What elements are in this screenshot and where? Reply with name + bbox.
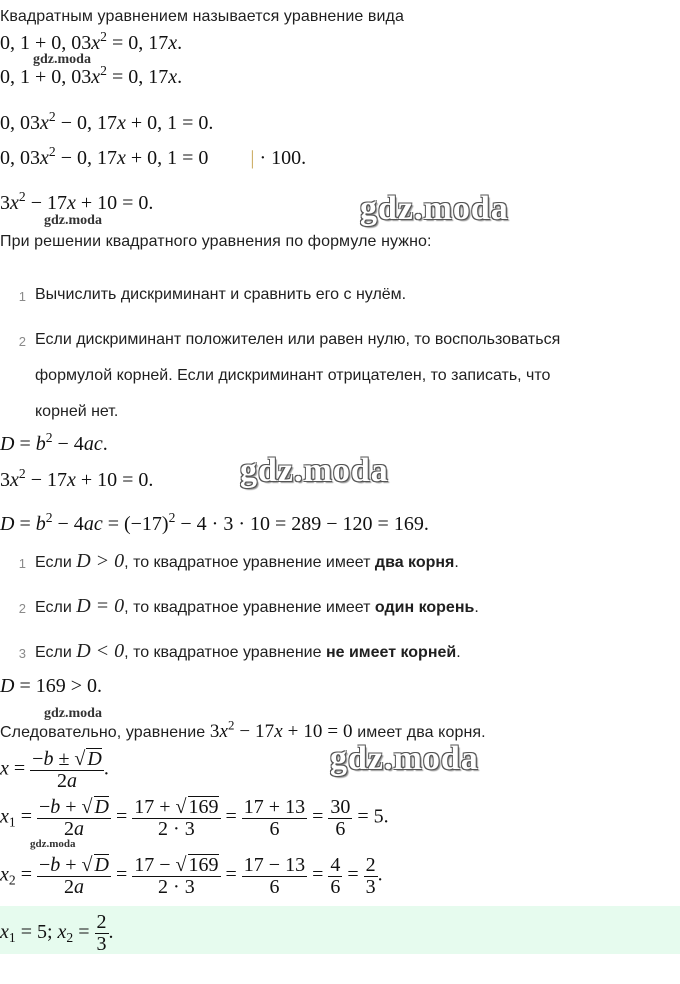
conclusion: Следовательно, уравнение $3x^2 - 17x + 10 = 0$ имеет два корня. [0,717,486,742]
watermark: gdz.moda [30,838,76,850]
rule-heading: При решении квадратного уравнения по формуле нужно: [0,233,432,250]
step-number: 1 [18,289,26,304]
case-number: 3 [18,646,26,661]
step-text-line: формулой корней. Если дискриминант отрицателен, то записать, что [35,367,551,384]
root-x1: $x_1$ = $\frac{-b + √ D}{2a}$ = $\frac{17 + √ 169}{2 \cdot 3}$ = $\frac{17 + 13}{6}$ = $\frac{30}{6}$ = 5. [0,795,389,840]
case-item: Если D > 0, то квадратное уравнение имеет два корня. [35,550,459,572]
equation-3: 0, $03x^2 - 0$, 17x + 0, 1 = 0. [0,108,214,134]
equation-2: 0, 1 + 0, $03x^2 = 0$, 17x. [0,62,183,88]
step-text: Вычислить дискриминант и сравнить его с нулём. [35,286,407,303]
root-formula: x = $\frac{-b \pm √ D}{2a}$ . [0,748,109,792]
watermark: gdz.moda [44,213,102,228]
watermark: gdz.moda [330,740,479,777]
answer: $x_1 = 5$; $x_2$ = $\frac{2}{3}$ . [0,911,114,955]
equation-6: $3x^2 - 17x + 10 = 0$. [0,465,154,491]
discriminant-value: D = 169 > 0. [0,675,103,697]
watermark: gdz.moda [33,52,91,67]
intro-text: Квадратным уравнением называется уравнение вида [0,8,404,25]
multiplier: · 100. [259,147,307,169]
root-x2: $x_2$ = $\frac{-b + √ D}{2a}$ = $\frac{17 - √ 169}{2 \cdot 3}$ = $\frac{17 - 13}{6}$ = $\frac{4}{6}$ = $\frac{2}{3}$ . [0,853,383,898]
equation-5: $3x^2 - 17x + 10 = 0$. [0,188,154,214]
step-text-line: Если дискриминант положителен или равен нулю, то воспользоваться [35,331,561,348]
equation-1: 0, 1 + 0, $03x^2 = 0$, 17x. [0,28,183,54]
watermark: gdz.moda [360,190,509,227]
case-item: Если D = 0, то квадратное уравнение имеет один корень. [35,595,479,617]
step-text-line: корней нет. [35,403,119,420]
discriminant-calculation: $D = b^2 - 4ac = (-17)^2 - 4 \cdot 3 \cdot 10 = 289 - 120 = 169$. [0,509,429,535]
case-number: 2 [18,601,26,616]
discriminant-formula: $D = b^2 - 4ac$. [0,429,108,455]
step-number: 2 [18,334,26,349]
case-number: 1 [18,556,26,571]
watermark: gdz.moda [240,452,389,489]
case-item: Если D < 0, то квадратное уравнение не имеет корней. [35,640,461,662]
answer-box [0,906,680,954]
equation-4: 0, $03x^2 - 0$, 17x + 0, 1 = 0 | · 100. [0,143,307,169]
watermark: gdz.moda [44,706,102,721]
